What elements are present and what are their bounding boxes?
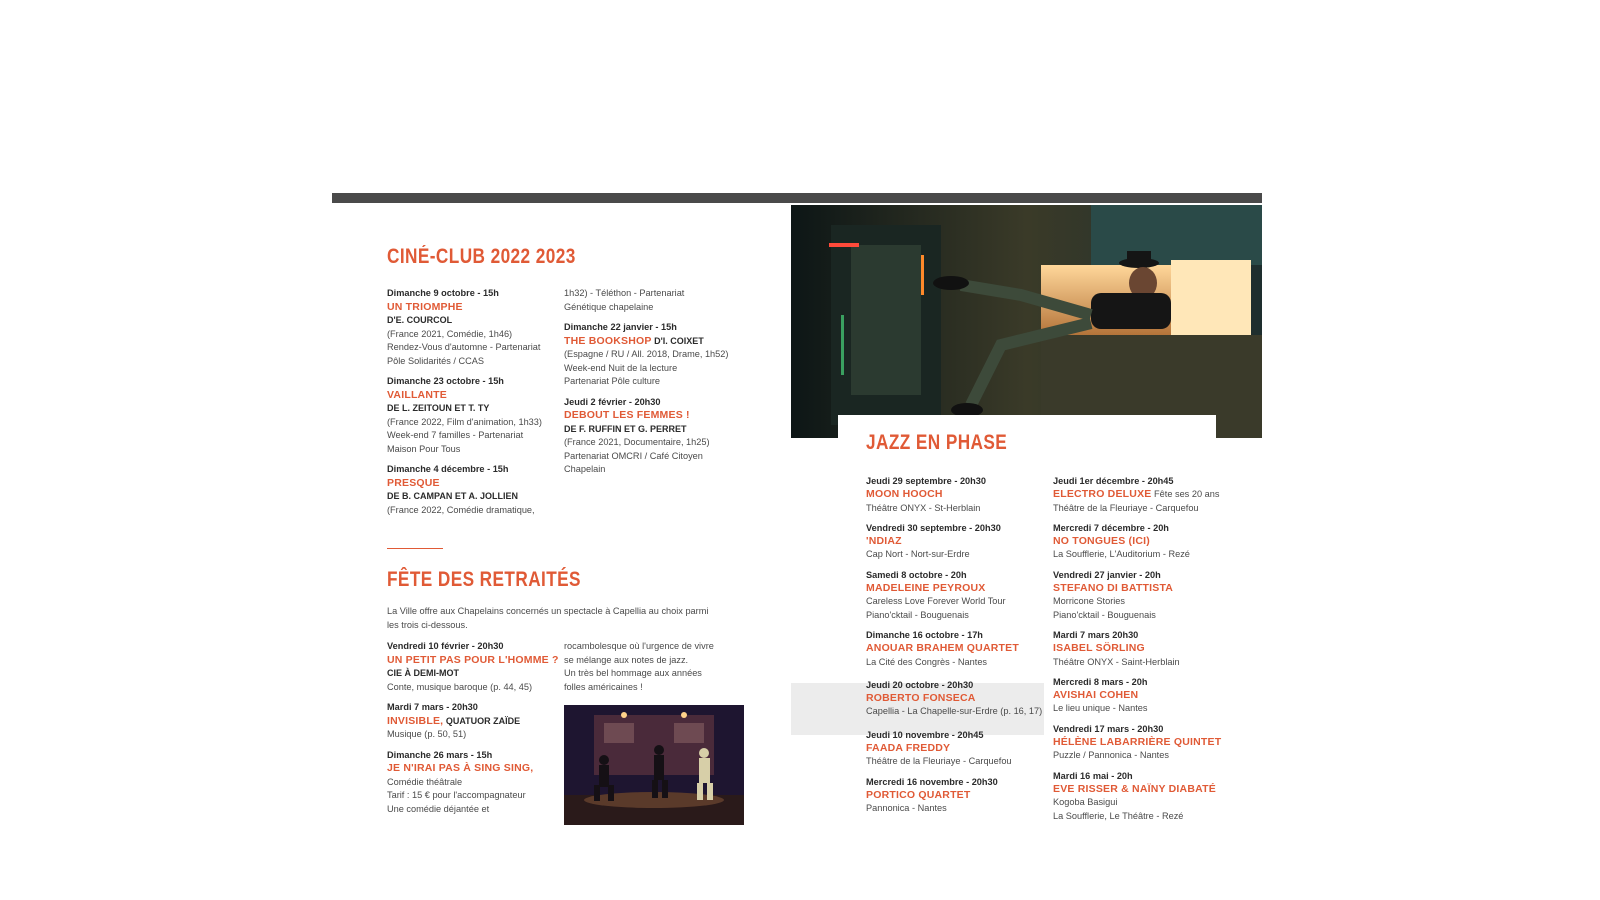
event-date: Vendredi 10 février - 20h30 (387, 641, 504, 651)
fete-heading: FÊTE DES RETRAITÉS (387, 568, 581, 591)
event-venue: Cap Nort - Nort-sur-Erdre (866, 549, 970, 560)
event-venue: Pannonica - Nantes (866, 803, 947, 814)
event-title: MADELEINE PEYROUX (866, 582, 986, 595)
event-item (1053, 569, 1263, 622)
event-title: ISABEL SÖRLING (1053, 642, 1145, 655)
event-date: Dimanche 4 décembre - 15h (387, 464, 509, 474)
corridor-photo-art (791, 205, 1262, 438)
event-title: PORTICO QUARTET (866, 788, 971, 801)
event-date: Mercredi 8 mars - 20h (1053, 676, 1148, 687)
cine-club-col2 (564, 287, 744, 484)
event-note: Fête ses 20 ans (1154, 489, 1220, 500)
event-venue: Puzzle / Pannonica - Nantes (1053, 750, 1169, 761)
event-item (1053, 475, 1263, 515)
event-title: MOON HOOCH (866, 488, 943, 501)
fete-intro-text: les trois ci-dessous. (387, 619, 468, 630)
event-title: AVISHAI COHEN (1053, 689, 1139, 702)
stage-photo-art (564, 705, 744, 825)
event-item (866, 776, 1051, 816)
event-item (1053, 770, 1263, 823)
event-author: DE F. RUFFIN ET G. PERRET (564, 423, 687, 434)
event-item (866, 629, 1051, 669)
event-date: Samedi 8 octobre - 20h (866, 569, 967, 580)
event-info: Maison Pour Tous (387, 443, 461, 454)
event-info: (France 2021, Documentaire, 1h25) (564, 437, 710, 447)
event-author: CIE À DEMI-MOT (387, 668, 459, 678)
event-venue: La Soufflerie, L'Auditorium - Rezé (1053, 549, 1190, 560)
jazz-col1 (866, 475, 1051, 823)
event-info: Musique (p. 50, 51) (387, 729, 467, 739)
event-title: UN TRIOMPHE (387, 300, 463, 313)
event-info: Génétique chapelaine (564, 301, 654, 312)
jazz-col2 (1053, 475, 1263, 830)
event-item (564, 396, 744, 477)
event-item (866, 679, 1051, 719)
event-venue: Théâtre ONYX - Saint-Herblain (1053, 656, 1180, 667)
event-venue: Piano'cktail - Bouguenais (1053, 609, 1156, 620)
event-author: DE L. ZEITOUN ET T. TY (387, 403, 490, 413)
event-info: 1h32) - Téléthon - Partenariat (564, 288, 685, 298)
fete-intro (387, 605, 757, 632)
event-info: Conte, musique baroque (p. 44, 45) (387, 681, 533, 692)
event-info: Tarif : 15 € pour l'accompagnateur (387, 790, 526, 800)
event-item (387, 287, 557, 368)
event-date: Vendredi 30 septembre - 20h30 (866, 522, 1001, 533)
event-title: ELECTRO DELUXE (1053, 488, 1152, 501)
event-item (387, 701, 562, 742)
fete-intro-text: La Ville offre aux Chapelains concernés un spectacle à Capellia au choix parmi (387, 606, 709, 616)
event-venue: Le lieu unique - Nantes (1053, 703, 1148, 714)
event-date: Mardi 16 mai - 20h (1053, 770, 1133, 781)
event-venue: Kogoba Basigui (1053, 797, 1118, 808)
event-title: ANOUAR BRAHEM QUARTET (866, 642, 1019, 655)
event-item (1053, 522, 1263, 562)
event-info: se mélange aux notes de jazz. (564, 654, 689, 665)
event-venue: Capellia - La Chapelle-sur-Erdre (p. 16, 17) (866, 706, 1043, 717)
event-date: Mardi 7 mars 20h30 (1053, 629, 1139, 640)
event-info: (France 2021, Comédie, 1h46) (387, 328, 513, 339)
event-author: QUATUOR ZAÏDE (445, 715, 521, 726)
event-title: EVE RISSER & NAÏNY DIABATÉ (1053, 782, 1216, 795)
event-item (866, 729, 1051, 769)
event-info: Week-end 7 familles - Partenariat (387, 430, 524, 440)
event-info: (France 2022, Film d'animation, 1h33) (387, 416, 542, 427)
event-date: Dimanche 9 octobre - 15h (387, 288, 499, 298)
event-title: FAADA FREDDY (866, 742, 951, 755)
event-item (1053, 629, 1263, 669)
event-date: Jeudi 10 novembre - 20h45 (866, 729, 984, 740)
event-title: UN PETIT PAS POUR L'HOMME ? (387, 653, 559, 666)
event-item (387, 749, 562, 817)
fete-col1 (387, 640, 562, 823)
event-info: Un très bel hommage aux années (564, 668, 702, 678)
top-bar (332, 193, 1262, 203)
section-divider (387, 548, 443, 549)
event-venue: Piano'cktail - Bouguenais (866, 609, 969, 620)
event-date: Dimanche 22 janvier - 15h (564, 322, 677, 332)
event-author: D'E. COURCOL (387, 315, 453, 325)
fete-col2 (564, 640, 744, 694)
event-info: folles américaines ! (564, 681, 643, 692)
event-title: VAILLANTE (387, 388, 447, 401)
event-date: Dimanche 26 mars - 15h (387, 749, 493, 760)
event-title: HÉLÈNE LABARRIÈRE QUINTET (1053, 736, 1222, 749)
event-venue: Morricone Stories (1053, 596, 1125, 607)
event-info: rocambolesque où l'urgence de vivre (564, 641, 714, 651)
cine-club-heading: CINÉ-CLUB 2022 2023 (387, 245, 576, 268)
event-date: Mercredi 16 novembre - 20h30 (866, 776, 998, 787)
event-info: (France 2022, Comédie dramatique, (387, 504, 535, 515)
event-title: NO TONGUES (ICI) (1053, 535, 1150, 548)
event-date: Vendredi 27 janvier - 20h (1053, 569, 1161, 580)
event-venue: Théâtre de la Fleuriaye - Carquefou (866, 756, 1012, 767)
event-info: Chapelain (564, 464, 606, 474)
event-item (1053, 723, 1263, 763)
event-author: DE B. CAMPAN ET A. JOLLIEN (387, 491, 519, 501)
event-info: Comédie théâtrale (387, 776, 463, 787)
event-title: THE BOOKSHOP (564, 334, 652, 347)
event-date: Jeudi 1er décembre - 20h45 (1053, 476, 1174, 486)
event-info: Partenariat Pôle culture (564, 376, 661, 386)
event-item (387, 463, 557, 517)
event-info: Une comédie déjantée et (387, 803, 490, 814)
event-venue: Théâtre de la Fleuriaye - Carquefou (1053, 502, 1199, 513)
event-date: Mardi 7 mars - 20h30 (387, 702, 478, 712)
event-date: Jeudi 2 février - 20h30 (564, 396, 661, 407)
event-title: 'NDIAZ (866, 535, 902, 548)
stage-dancers-photo (564, 705, 744, 825)
event-item (866, 569, 1051, 622)
event-item (387, 640, 562, 694)
event-item (564, 287, 744, 314)
event-date: Mercredi 7 décembre - 20h (1053, 522, 1169, 533)
event-date: Jeudi 29 septembre - 20h30 (866, 476, 987, 486)
event-date: Dimanche 23 octobre - 15h (387, 376, 504, 386)
event-title: INVISIBLE, (387, 714, 444, 727)
event-item (866, 475, 1051, 515)
event-title: STEFANO DI BATTISTA (1053, 582, 1174, 595)
event-date: Vendredi 17 mars - 20h30 (1053, 723, 1164, 734)
event-info: Pôle Solidarités / CCAS (387, 355, 485, 366)
event-item (1053, 676, 1263, 716)
event-date: Dimanche 16 octobre - 17h (866, 629, 983, 640)
event-venue: Careless Love Forever World Tour (866, 596, 1006, 607)
event-title: DEBOUT LES FEMMES ! (564, 409, 690, 421)
event-venue: Théâtre ONYX - St-Herblain (866, 502, 981, 513)
jazz-heading: JAZZ EN PHASE (866, 431, 1008, 454)
event-item (564, 321, 744, 389)
event-venue: La Soufflerie, Le Théâtre - Rezé (1053, 810, 1184, 821)
event-info: Rendez-Vous d'automne - Partenariat (387, 342, 541, 352)
event-item (387, 375, 557, 456)
event-info: (Espagne / RU / All. 2018, Drame, 1h52) (564, 349, 729, 359)
event-date: Jeudi 20 octobre - 20h30 (866, 679, 974, 690)
event-title: ROBERTO FONSECA (866, 692, 976, 705)
event-info: Partenariat OMCRI / Café Citoyen (564, 450, 703, 461)
cine-club-col1 (387, 287, 557, 524)
event-venue: La Cité des Congrès - Nantes (866, 656, 988, 667)
event-item (866, 522, 1051, 562)
event-title: PRESQUE (387, 476, 440, 489)
event-author: D'I. COIXET (654, 335, 704, 346)
event-info: Week-end Nuit de la lecture (564, 362, 678, 373)
event-title: JE N'IRAI PAS À SING SING, (387, 762, 534, 774)
man-climbing-corridor-photo (791, 205, 1262, 438)
